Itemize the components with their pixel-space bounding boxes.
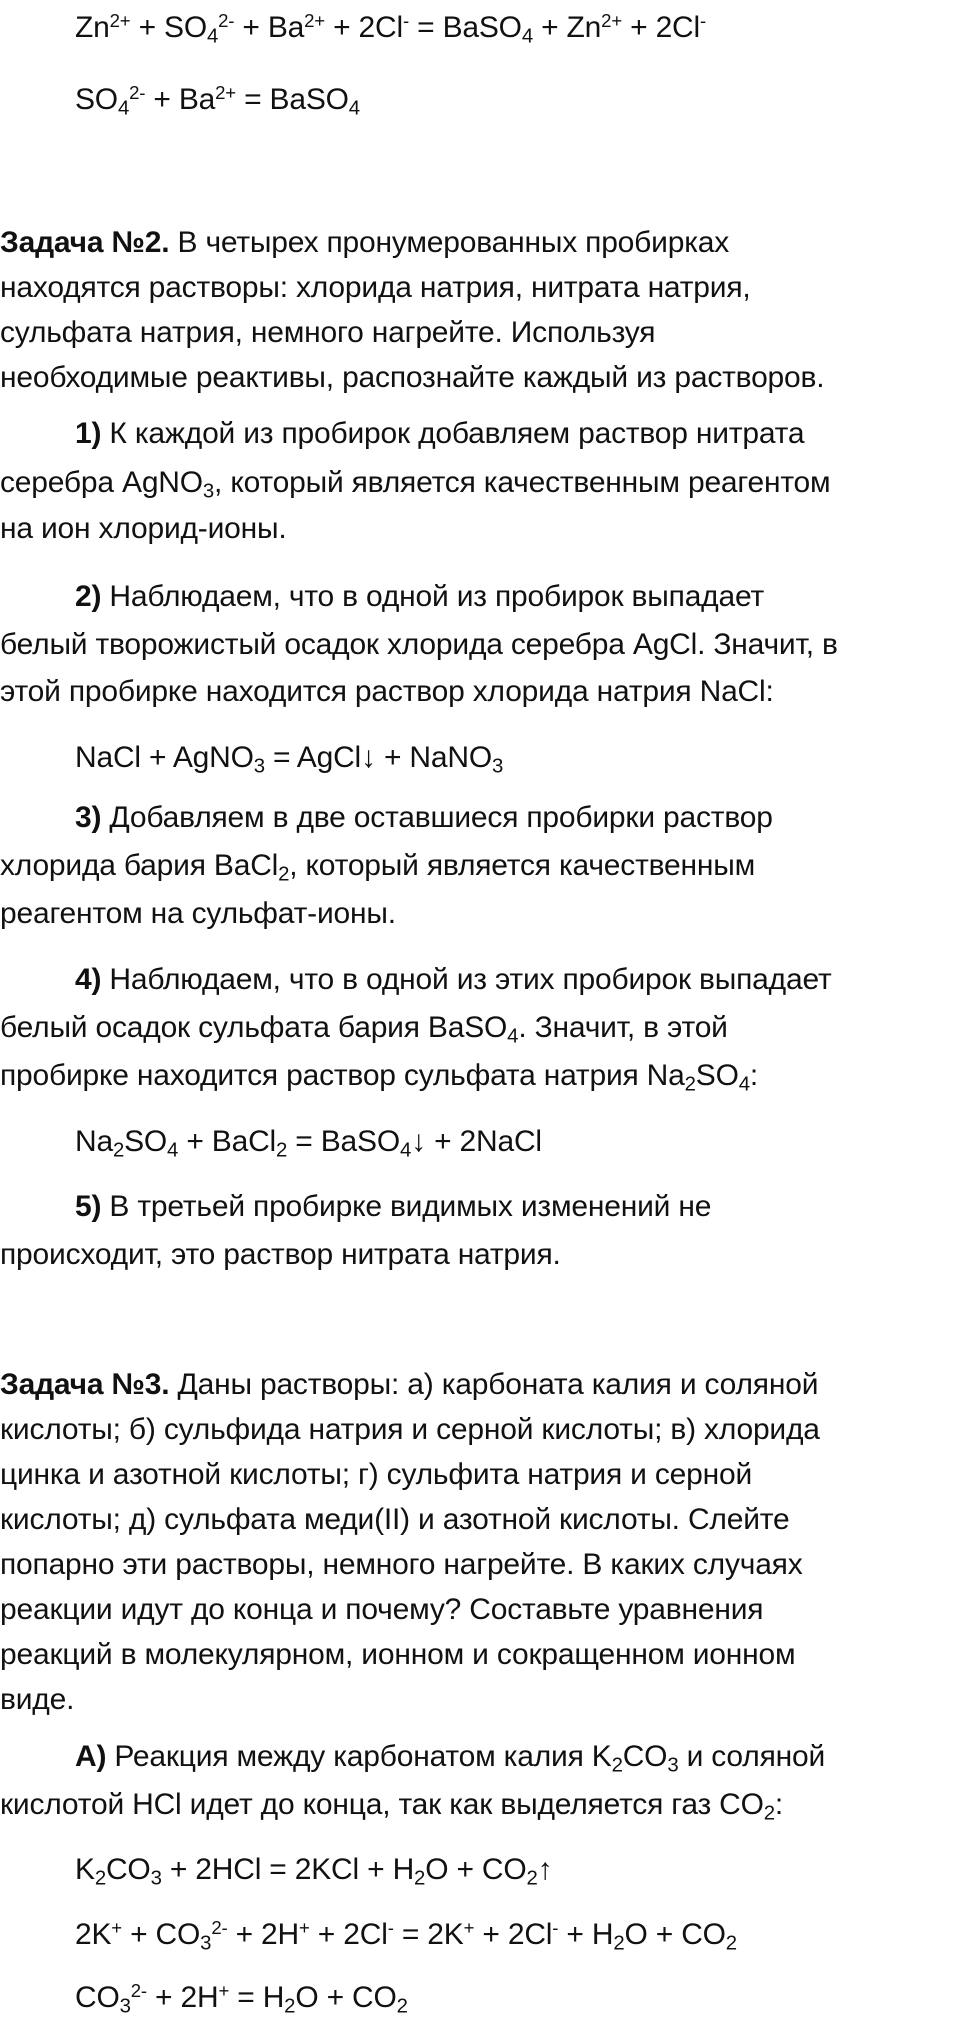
task2-step-5: 5) В третьей пробирке видимых изменений не	[75, 1190, 712, 1223]
task3-statement-line: цинка и азотной кислоты; г) сульфита натрия и серной	[0, 1458, 753, 1491]
task2-step-2-line: белый творожистый осадок хлорида серебра AgCl. Значит, в	[0, 628, 838, 661]
task2-step-4-line: пробирке находится раствор сульфата натрия $Na_2SO_4$:	[0, 1059, 759, 1096]
task3-statement-line: Задача №3. Даны растворы: а) карбоната калия и соляной	[0, 1368, 819, 1401]
step-number: 2)	[75, 580, 102, 613]
task2-step-2: 2) Наблюдаем, что в одной из пробирок выпадает	[75, 580, 765, 613]
task2-step-3: 3) Добавляем в две оставшиеся пробирки раствор	[75, 801, 773, 834]
step-number: 3)	[75, 801, 102, 834]
task2-statement-line: находятся растворы: хлорида натрия, нитрата натрия,	[0, 271, 751, 304]
task2-statement-line: Задача №2. В четырех пронумерованных пробирках	[0, 226, 730, 259]
task3-part-a-line: кислотой HCl идет до конца, так как выделяется газ $CO_2$:	[0, 1788, 784, 1825]
task2-step-4-line: белый осадок сульфата бария BaSO$_4$. Значит, в этой	[0, 1011, 728, 1048]
part-label: А)	[75, 1740, 107, 1773]
equation-na2so4-bacl2: $Na_2SO_4$ + BaCl$_2$ = BaSO$_4$↓ + 2NaCl	[75, 1125, 542, 1162]
task3-statement-line: попарно эти растворы, немного нагрейте. В каких случаях	[0, 1548, 803, 1581]
equation-full-ionic: $2K^+ + CO_3^{2-} + 2H^+ + 2Cl^- = 2K^+ + 2Cl^- + H_2O + CO_2$	[75, 1916, 737, 1955]
task3-statement-line: виде.	[0, 1683, 75, 1716]
task3-statement-line: кислоты; б) сульфида натрия и серной кислоты; в) хлорида	[0, 1413, 820, 1446]
task2-step-1-line: серебра AgNO$_3$, который является качественным реагентом	[0, 466, 831, 503]
ionic-equation-short: $SO_4^{2-} + Ba^{2+}$ = BaSO$_4$	[75, 81, 360, 120]
task3-statement-line: реакций в молекулярном, ионном и сокращенном ионном	[0, 1638, 796, 1671]
step-number: 5)	[75, 1190, 102, 1223]
equation-short-ionic: $CO_3^{2-} + 2H^+ = H_2O + CO_2$	[75, 1979, 408, 2018]
task2-statement-line: сульфата натрия, немного нагрейте. Используя	[0, 316, 656, 349]
ionic-equation-full: $Zn^{2+} + SO_4^{2-} + Ba^{2+} + 2Cl^-$ = BaSO$_4$ + $Zn^{2+} + 2Cl^-$	[75, 9, 706, 48]
task2-step-4: 4) Наблюдаем, что в одной из этих пробирок выпадает	[75, 963, 832, 996]
step-number: 1)	[75, 417, 102, 450]
task2-step-2-line: этой пробирке находится раствор хлорида натрия NaCl:	[0, 675, 774, 708]
task2-step-1-line: на ион хлорид-ионы.	[0, 512, 287, 545]
equation-nacl-agno3: NaCl + AgNO$_3$ = AgCl↓ + NaNO$_3$	[75, 741, 504, 778]
step-number: 4)	[75, 963, 102, 996]
task3-heading: Задача №3.	[0, 1368, 170, 1401]
equation-molecular: $K_2CO_3 + 2HCl = 2KCl + H_2O$ + $CO_2↑$	[75, 1853, 553, 1890]
task3-statement-line: кислоты; д) сульфата меди(II) и азотной кислоты. Слейте	[0, 1503, 790, 1536]
task2-heading: Задача №2.	[0, 226, 170, 259]
task3-part-a: А) Реакция между карбонатом калия $K_2CO_3$ и соляной	[75, 1740, 826, 1777]
task2-step-3-line: хлорида бария BaCl$_2$, который является качественным	[0, 849, 756, 886]
task2-statement-line: необходимые реактивы, распознайте каждый из растворов.	[0, 361, 825, 394]
task2-step-5-line: происходит, это раствор нитрата натрия.	[0, 1238, 561, 1271]
task2-step-1: 1) К каждой из пробирок добавляем раствор нитрата	[75, 417, 805, 450]
task3-statement-line: реакции идут до конца и почему? Составьте уравнения	[0, 1593, 764, 1626]
task2-step-3-line: реагентом на сульфат-ионы.	[0, 897, 396, 930]
